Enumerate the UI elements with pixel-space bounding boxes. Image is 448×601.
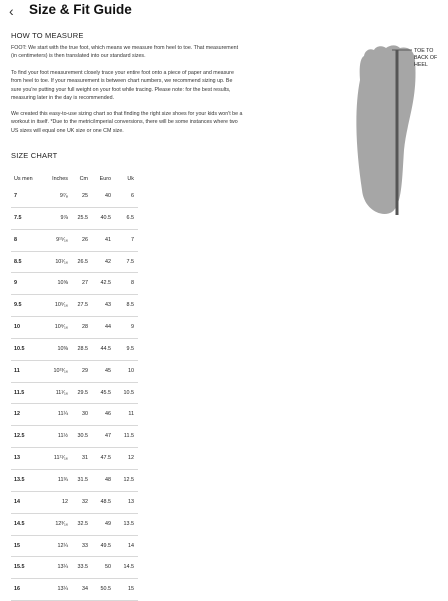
cell-us-men: 12.5 (14, 433, 25, 440)
cell-us-men: 15.5 (14, 564, 25, 571)
toe-to-heel-label: TOE TO BACK OF HEEL (414, 48, 438, 68)
measure-paragraph-1: FOOT: We start with the true foot, which means we measure from heel to toe. That measurement (in centimeters) is then translated into our standard sizes. (11, 45, 239, 60)
cell-cm: 28 (82, 324, 88, 331)
cell-us-men: 10 (14, 324, 20, 331)
cell-euro: 40.5 (100, 214, 111, 221)
cell-uk: 10.5 (123, 389, 134, 396)
cell-inches: 12 (62, 498, 68, 505)
cell-uk: 11.5 (123, 433, 134, 440)
cell-us-men: 11 (14, 367, 20, 374)
cell-uk: 8.5 (126, 302, 134, 309)
cell-cm: 30 (82, 411, 88, 418)
table-row (11, 557, 138, 579)
cell-euro: 45.5 (100, 389, 111, 396)
cell-euro: 47 (105, 433, 111, 440)
cell-cm: 25.5 (77, 214, 88, 221)
cell-uk: 7.5 (126, 258, 134, 265)
cell-cm: 34 (82, 586, 88, 593)
cell-euro: 44.5 (100, 345, 111, 352)
cell-euro: 43 (105, 302, 111, 309)
cell-cm: 29 (82, 367, 88, 374)
col-header-euro: Euro (99, 176, 111, 182)
table-row (11, 273, 138, 295)
cell-euro: 50 (105, 564, 111, 571)
cell-cm: 33.5 (77, 564, 88, 571)
cell-inches: 9¹⁵⁄₁₆ (56, 236, 68, 243)
table-row (11, 186, 138, 208)
cell-inches: 11½ (57, 433, 68, 440)
cell-us-men: 9.5 (14, 302, 22, 309)
cell-cm: 32 (82, 498, 88, 505)
table-row (11, 536, 138, 558)
cell-uk: 7 (131, 236, 134, 243)
cell-us-men: 13 (14, 455, 20, 462)
cell-cm: 26 (82, 236, 88, 243)
cell-us-men: 7 (14, 193, 17, 199)
cell-euro: 50.5 (100, 586, 111, 593)
cell-inches: 11¹⁄₁₆ (55, 389, 68, 396)
measure-paragraph-2: To find your foot measurement closely trace your entire foot onto a piece of paper and measure from heel to toe. If your measurement is between chart numbers, we recommend sizing up. Be sure you're putting your full weight on your foot while tracing. Please note: for the best results, measuring later in the day is recommended. (11, 70, 234, 102)
cell-uk: 13.5 (123, 520, 134, 527)
measure-paragraph-3: We created this easy-to-use sizing chart so that finding the right size shoes for your kids won't be a workout in itself. *Due to the metric/imperial conversions, there will be some instances where two US sizes will equal one UK size or one CM size. (11, 111, 243, 134)
col-header-uk: Uk (127, 176, 134, 182)
cell-euro: 47.5 (100, 455, 111, 462)
cell-inches: 10¹⁄₁₆ (55, 258, 68, 265)
cell-uk: 10 (128, 367, 134, 374)
cell-euro: 46 (105, 411, 111, 418)
cell-euro: 42 (105, 258, 111, 265)
cell-us-men: 13.5 (14, 476, 25, 483)
table-row (11, 295, 138, 317)
cell-us-men: 15 (14, 542, 20, 549)
cell-us-men: 9 (14, 280, 17, 287)
cell-cm: 25 (82, 193, 88, 199)
cell-inches: 10⁵⁄₁₆ (54, 302, 68, 309)
table-row (11, 426, 138, 448)
table-row (11, 252, 138, 274)
cell-inches: 12³⁄₁₆ (55, 520, 68, 527)
cell-inches: 9⅞ (60, 214, 68, 221)
cell-euro: 45 (105, 367, 111, 374)
cell-us-men: 12 (14, 411, 20, 418)
cell-inches: 9⁷⁄₈ (59, 193, 68, 199)
table-row (11, 208, 138, 230)
cell-us-men: 8 (14, 236, 17, 243)
cell-cm: 31.5 (77, 476, 88, 483)
size-table (11, 172, 138, 601)
how-to-measure-heading: HOW TO MEASURE (11, 31, 84, 40)
cell-euro: 49.5 (100, 542, 111, 549)
cell-inches: 10⅝ (57, 280, 68, 287)
cell-uk: 12 (128, 455, 134, 462)
cell-us-men: 7.5 (14, 214, 22, 221)
cell-inches: 13¼ (57, 564, 68, 571)
cell-cm: 28.5 (77, 345, 88, 352)
cell-cm: 30.5 (77, 433, 88, 440)
col-header-cm: Cm (79, 176, 88, 182)
cell-uk: 14 (128, 542, 134, 549)
cell-uk: 6 (131, 193, 134, 199)
cell-us-men: 16 (14, 586, 20, 593)
cell-euro: 44 (105, 324, 111, 331)
cell-euro: 40 (105, 193, 111, 199)
cell-inches: 12¼ (57, 542, 68, 549)
cell-euro: 48.5 (100, 498, 111, 505)
cell-euro: 49 (105, 520, 111, 527)
table-row (11, 339, 138, 361)
table-row (11, 317, 138, 339)
cell-us-men: 14.5 (14, 520, 25, 527)
cell-euro: 42.5 (100, 280, 111, 287)
table-header (11, 172, 138, 186)
cell-inches: 11¹¹⁄₁₆ (53, 455, 68, 462)
size-chart-heading: SIZE CHART (11, 151, 58, 160)
cell-cm: 27.5 (77, 302, 88, 309)
table-row (11, 448, 138, 470)
table-row (11, 383, 138, 405)
table-row (11, 361, 138, 383)
cell-inches: 10¹³⁄₁₆ (53, 367, 68, 374)
cell-us-men: 14 (14, 498, 20, 505)
cell-inches: 11¼ (57, 411, 68, 418)
cell-cm: 26.5 (77, 258, 88, 265)
cell-uk: 9.5 (126, 345, 134, 352)
table-row (11, 514, 138, 536)
table-body (11, 186, 138, 601)
cell-cm: 31 (82, 455, 88, 462)
table-row (11, 230, 138, 252)
cell-inches: 10⁹⁄₁₆ (54, 324, 68, 331)
cell-uk: 14.5 (123, 564, 134, 571)
cell-uk: 15 (128, 586, 134, 593)
cell-inches: 10⅜ (57, 345, 68, 352)
cell-cm: 33 (82, 542, 88, 549)
cell-us-men: 11.5 (14, 389, 25, 396)
cell-uk: 13 (128, 498, 134, 505)
col-header-us-men: Us men (14, 176, 33, 182)
header (0, 0, 448, 22)
col-header-inches: Inches (52, 176, 68, 182)
page-title: Size & Fit Guide (29, 2, 132, 17)
cell-cm: 32.5 (77, 520, 88, 527)
cell-uk: 12.5 (123, 476, 134, 483)
cell-inches: 11¾ (57, 476, 68, 483)
cell-cm: 27 (82, 280, 88, 287)
cell-euro: 48 (105, 476, 111, 483)
cell-us-men: 8.5 (14, 258, 22, 265)
cell-uk: 6.5 (126, 214, 134, 221)
table-row (11, 579, 138, 601)
table-row (11, 470, 138, 492)
cell-uk: 11 (128, 411, 134, 418)
table-row (11, 404, 138, 426)
cell-uk: 9 (131, 324, 134, 331)
cell-inches: 13¼ (57, 586, 68, 593)
cell-us-men: 10.5 (14, 345, 25, 352)
cell-cm: 29.5 (77, 389, 88, 396)
cell-uk: 8 (131, 280, 134, 287)
table-row (11, 492, 138, 514)
cell-euro: 41 (105, 236, 111, 243)
chevron-left-icon[interactable]: ‹ (9, 3, 14, 19)
